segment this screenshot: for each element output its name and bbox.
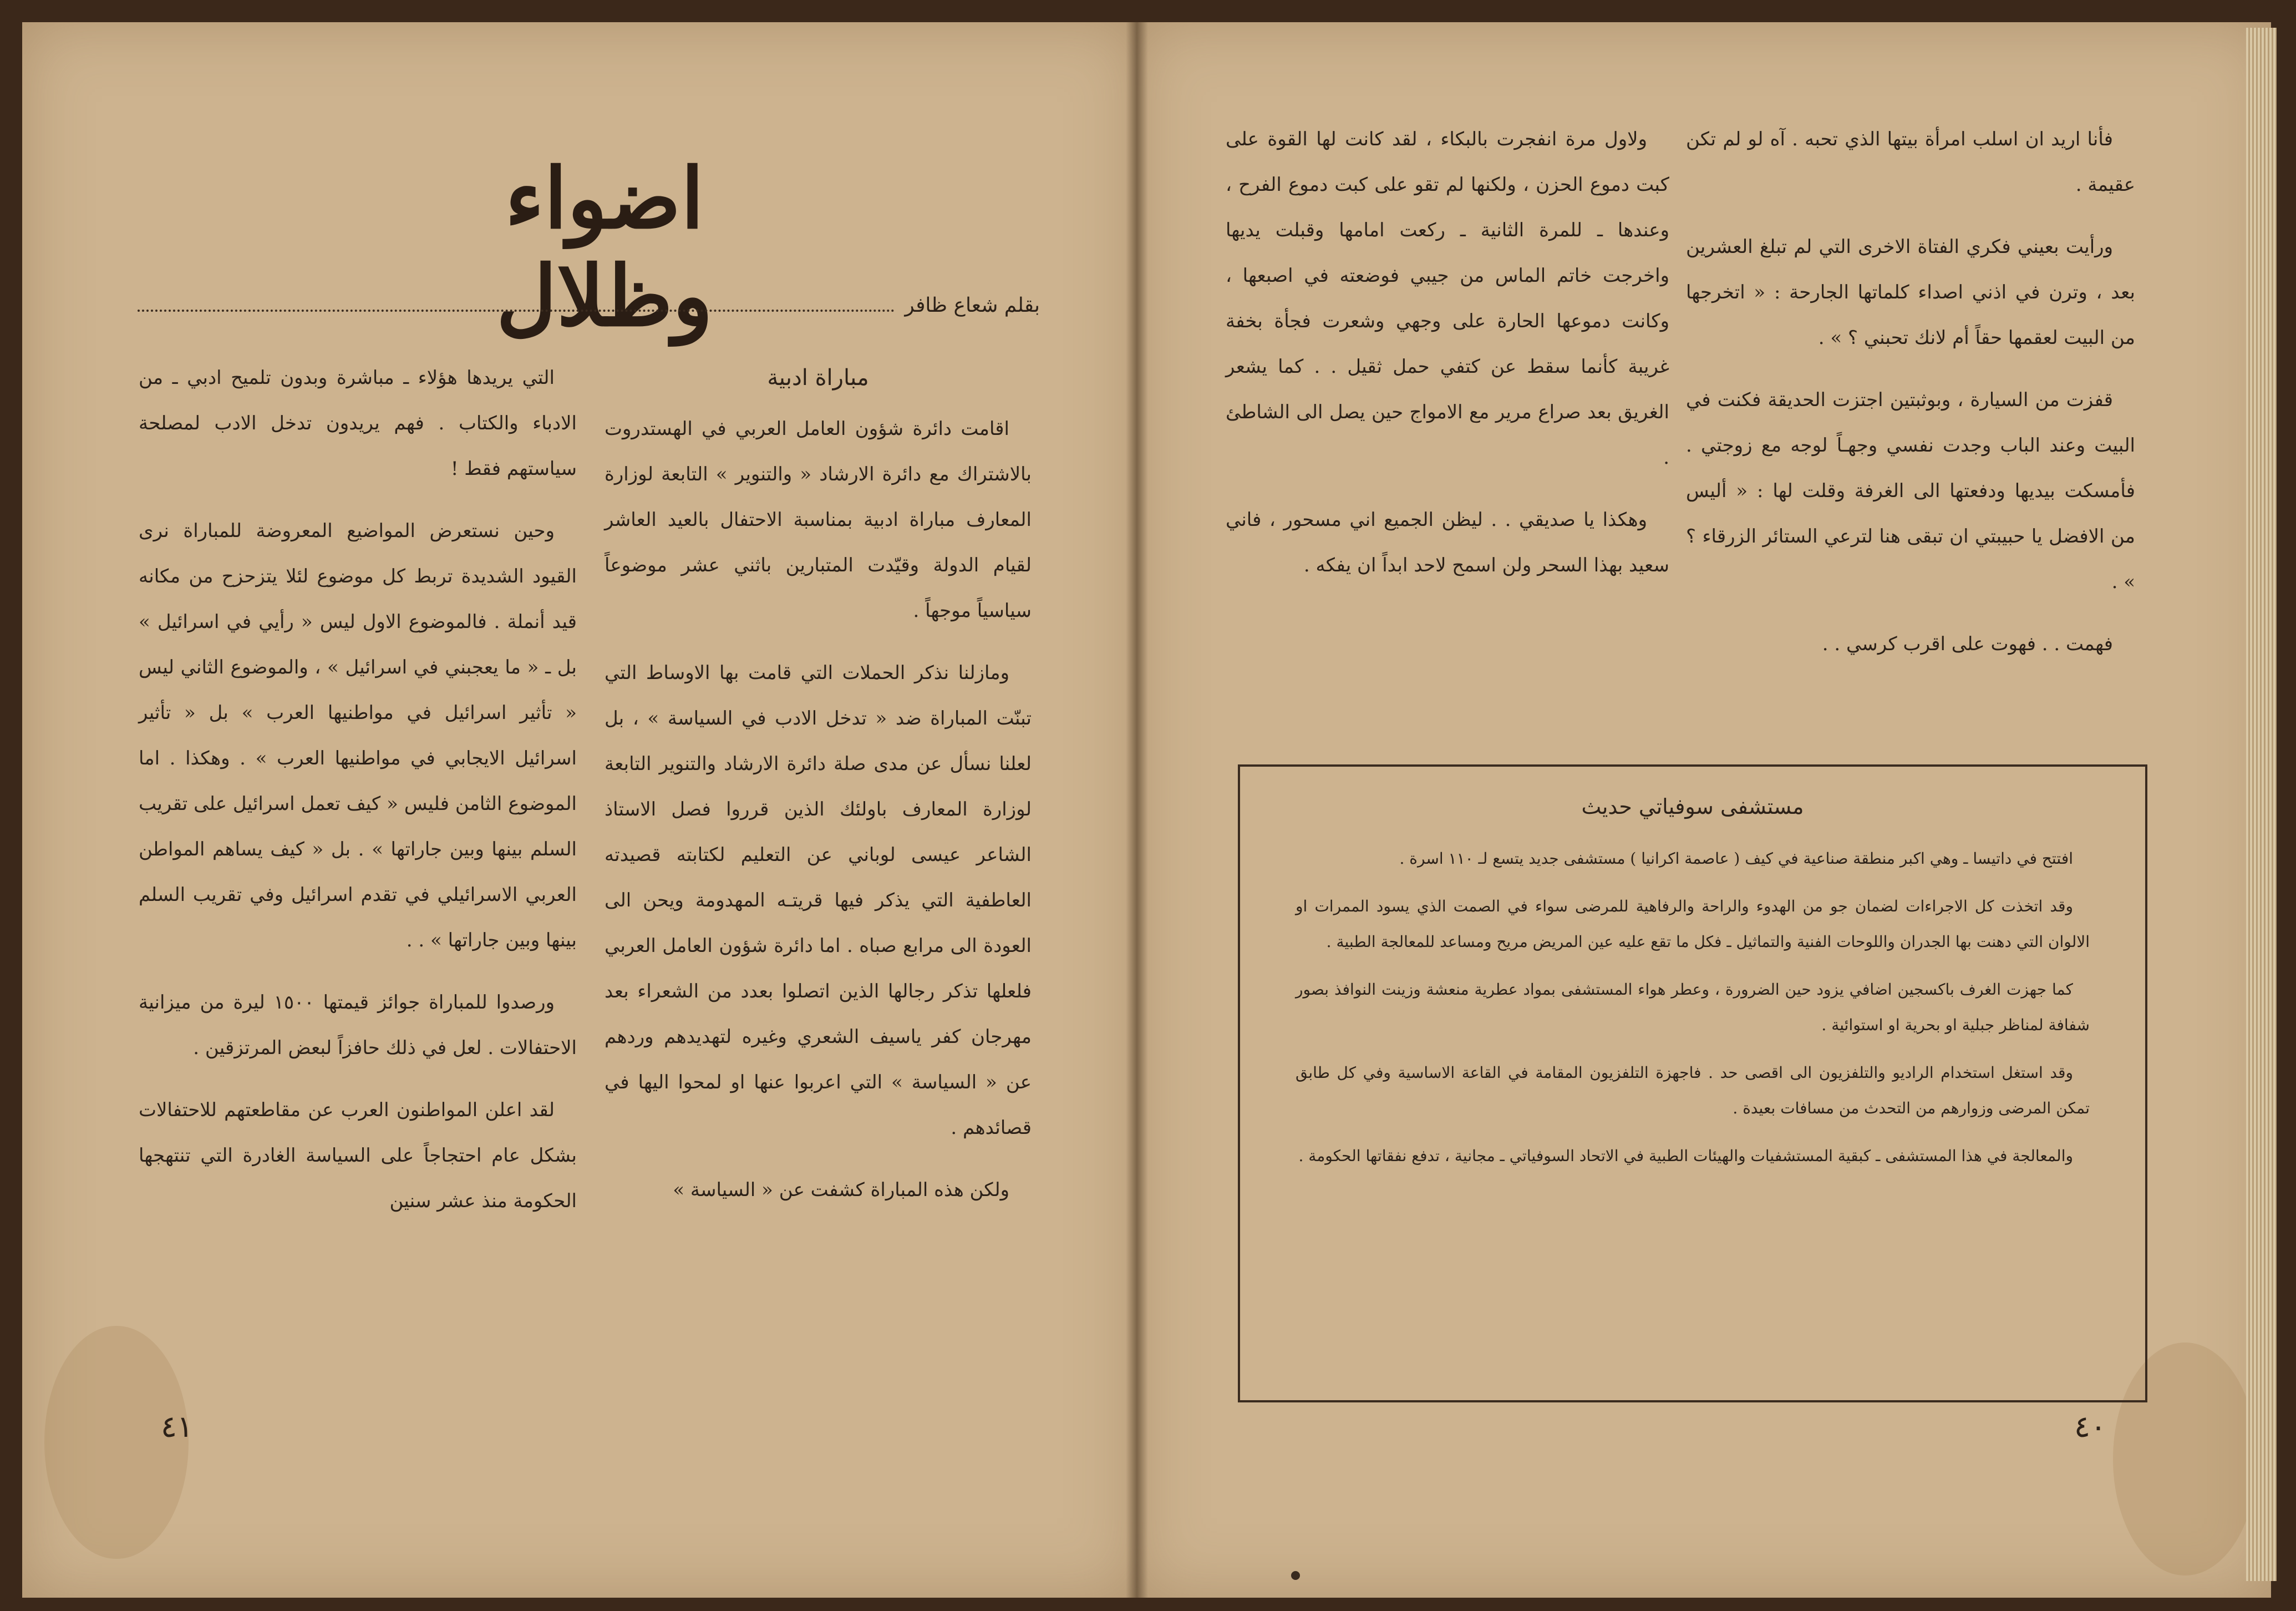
article-column-right	[605, 355, 1032, 1415]
paragraph: اقامت دائرة شؤون العامل العربي في الهستدروت بالاشتراك مع دائرة الارشاد « والتنوير » التابعة لوزارة المعارف مباراة ادبية بمناسبة الاحتفال بالعيد العاشر لقيام الدولة وقيّدت المتبارين باثني عشر موضوعاً سياسياً موجهاً .	[605, 418, 1032, 622]
article-column-left	[139, 355, 577, 1415]
news-box	[1238, 764, 2147, 1402]
paragraph: وقد اتخذت كل الاجراءات لضمان جو من الهدوء والراحة والرفاهية للمرضى سواء في الصمت الذي يسود الممرات او الالوان التي دهنت بها الجدران واللوحات الفنية والتماثيل ـ فكل ما تقع عليه عين المريض مريح ومساعد للمعالجة الطبية .	[1296, 897, 2090, 951]
page-number: ٤٠	[2074, 1409, 2107, 1444]
story-column-left	[1226, 116, 1669, 754]
book-spine	[1126, 22, 1148, 1598]
paragraph: كما جهزت الغرف باكسجين اضافي يزود حين الضرورة ، وعطر هواء المستشفى بمواد عطرية منعشة وزينت النوافذ بصور شفافة لمناظر جبلية او بحرية او استوائية .	[1296, 980, 2090, 1034]
author-name: بقلم شعاع ظافر	[905, 293, 1040, 317]
news-box-content	[1296, 789, 2090, 1186]
paragraph: التي يريدها هؤلاء ـ مباشرة وبدون تلميح ادبي ـ من الادباء والكتاب . فهم يريدون تدخل الادب لمصلحة سياستهم فقط !	[139, 367, 577, 480]
page-edges	[2246, 28, 2277, 1581]
page-number: ٤١	[161, 1409, 194, 1444]
binding-mark	[1291, 1571, 1300, 1580]
paragraph: ومازلنا نذكر الحملات التي قامت بها الاوساط التي تبنّت المباراة ضد « تدخل الادب في السياسة » ، بل لعلنا نسأل عن مدى صلة دائرة الارشاد والتنوير التابعة لوزارة المعارف باولئك الذين قرروا فصل الاستاذ الشاعر عيسى لوباني عن التعليم لكتابته قصيدته العاطفية التي يذكر فيها قريتـه المهدومة ويحن الى العودة الى مرابع صباه . اما دائرة شؤون العامل العربي فلعلها تذكر رجالها الذين اتصلوا بعدد من الشعراء بعد مهرجان كفر ياسيف الشعري وغيره لتهديدهم وردهم عن « السياسة » التي اعربوا عنها او لمحوا اليها في قصائدهم .	[605, 662, 1032, 1139]
paragraph: فهمت . . فهوت على اقرب كرسي . .	[1822, 633, 2113, 655]
paragraph: لقد اعلن المواطنون العرب عن مقاطعتهم للاحتفالات بشكل عام احتجاجاً على السياسة الغادرة التي تنتهجها الحكومة منذ عشر سنين	[139, 1099, 577, 1212]
paragraph: ورأيت بعيني فكري الفتاة الاخرى التي لم تبلغ العشرين بعد ، وترن في اذني اصداء كلماتها الجارحة : « اتخرجها من البيت لعقمها حقاً أم لانك تحبني ؟ » .	[1686, 236, 2135, 349]
paragraph: وقد استغل استخدام الراديو والتلفزيون الى اقصى حد . فاجهزة التلفزيون المقامة في القاعة الاساسية وفي كل طابق تمكن المرضى وزوارهم من التحدث من مسافات بعيدة .	[1296, 1063, 2090, 1117]
page-title: اضواء وظلال	[496, 150, 713, 345]
paragraph: وهكذا يا صديقي . . ليظن الجميع اني مسحور ، فاني سعيد بهذا السحر ولن اسمح لاحد ابداً ان يفكه .	[1226, 509, 1669, 576]
paragraph: قفزت من السيارة ، وبوثبتين اجتزت الحديقة فكنت في البيت وعند الباب وجدت نفسي وجهـاً لوجه مع زوجتي . فأمسكت بيديها ودفعتها الى الغرفة وقلت لها : « أليس من الافضل يا حبيبتي ان تبقى هنا لترعي الستائر الزرقاء ؟ » .	[1686, 389, 2135, 593]
dotted-rule	[138, 310, 895, 312]
paragraph: ولاول مرة انفجرت بالبكاء ، لقد كانت لها القوة على كبت دموع الحزن ، ولكنها لم تقو على كبت دموع الفرح ، وعندها ـ للمرة الثانية ـ ركعت امامها وقبلت يديها واخرجت خاتم الماس من جيبي فوضعته في اصبعها ، وكانت دموعها الحارة على وجهي وشعرت فجأة بخفة غريبة كأنما سقط عن كتفي حمل ثقيل . . كما يشعر الغريق بعد صراع مرير مع الامواج حين يصل الى الشاطئ .	[1226, 128, 1669, 469]
paragraph: ورصدوا للمباراة جوائز قيمتها ١٥٠٠ ليرة من ميزانية الاحتفالات . لعل في ذلك حافزاً لبعض المرتزقين .	[139, 991, 577, 1059]
news-box-heading: مستشفى سوفياتي حديث	[1581, 794, 1804, 819]
article-heading: مباراة ادبية	[767, 365, 869, 391]
story-column-right	[1686, 116, 2135, 754]
paragraph: فأنا اريد ان اسلب امرأة بيتها الذي تحبه . آه لو لم تكن عقيمة .	[1686, 128, 2135, 196]
byline	[128, 288, 1040, 322]
paragraph: ولكن هذه المباراة كشفت عن « السياسة »	[673, 1179, 1009, 1201]
paragraph: افتتح في داتيسا ـ وهي اكبر منطقة صناعية في كيف ( عاصمة اكرانيا ) مستشفى جديد يتسع لـ ١١٠ اسرة .	[1399, 849, 2073, 868]
paragraph: والمعالجة في هذا المستشفى ـ كبقية المستشفيات والهيئات الطبية في الاتحاد السوفياتي ـ مجانية ، تدفع نفقاتها الحكومة .	[1298, 1147, 2073, 1165]
paragraph: وحين نستعرض المواضيع المعروضة للمباراة نرى القيود الشديدة تربط كل موضوع لئلا يتزحزح من مكانه قيد أنملة . فالموضوع الاول ليس « رأيي في اسرائيل » بل ـ « ما يعجبني في اسرائيل » ، والموضوع الثاني ليس « تأثير اسرائيل في مواطنيها العرب » بل « تأثير اسرائيل الايجابي في مواطنيها العرب » . وهكذا . اما الموضوع الثامن فليس « كيف تعمل اسرائيل على تقريب السلم بينها وبين جاراتها » . بل « كيف يساهم المواطن العربي الاسرائيلي في تقدم اسرائيل وفي تقريب السلم بينها وبين جاراتها » . .	[139, 520, 577, 951]
